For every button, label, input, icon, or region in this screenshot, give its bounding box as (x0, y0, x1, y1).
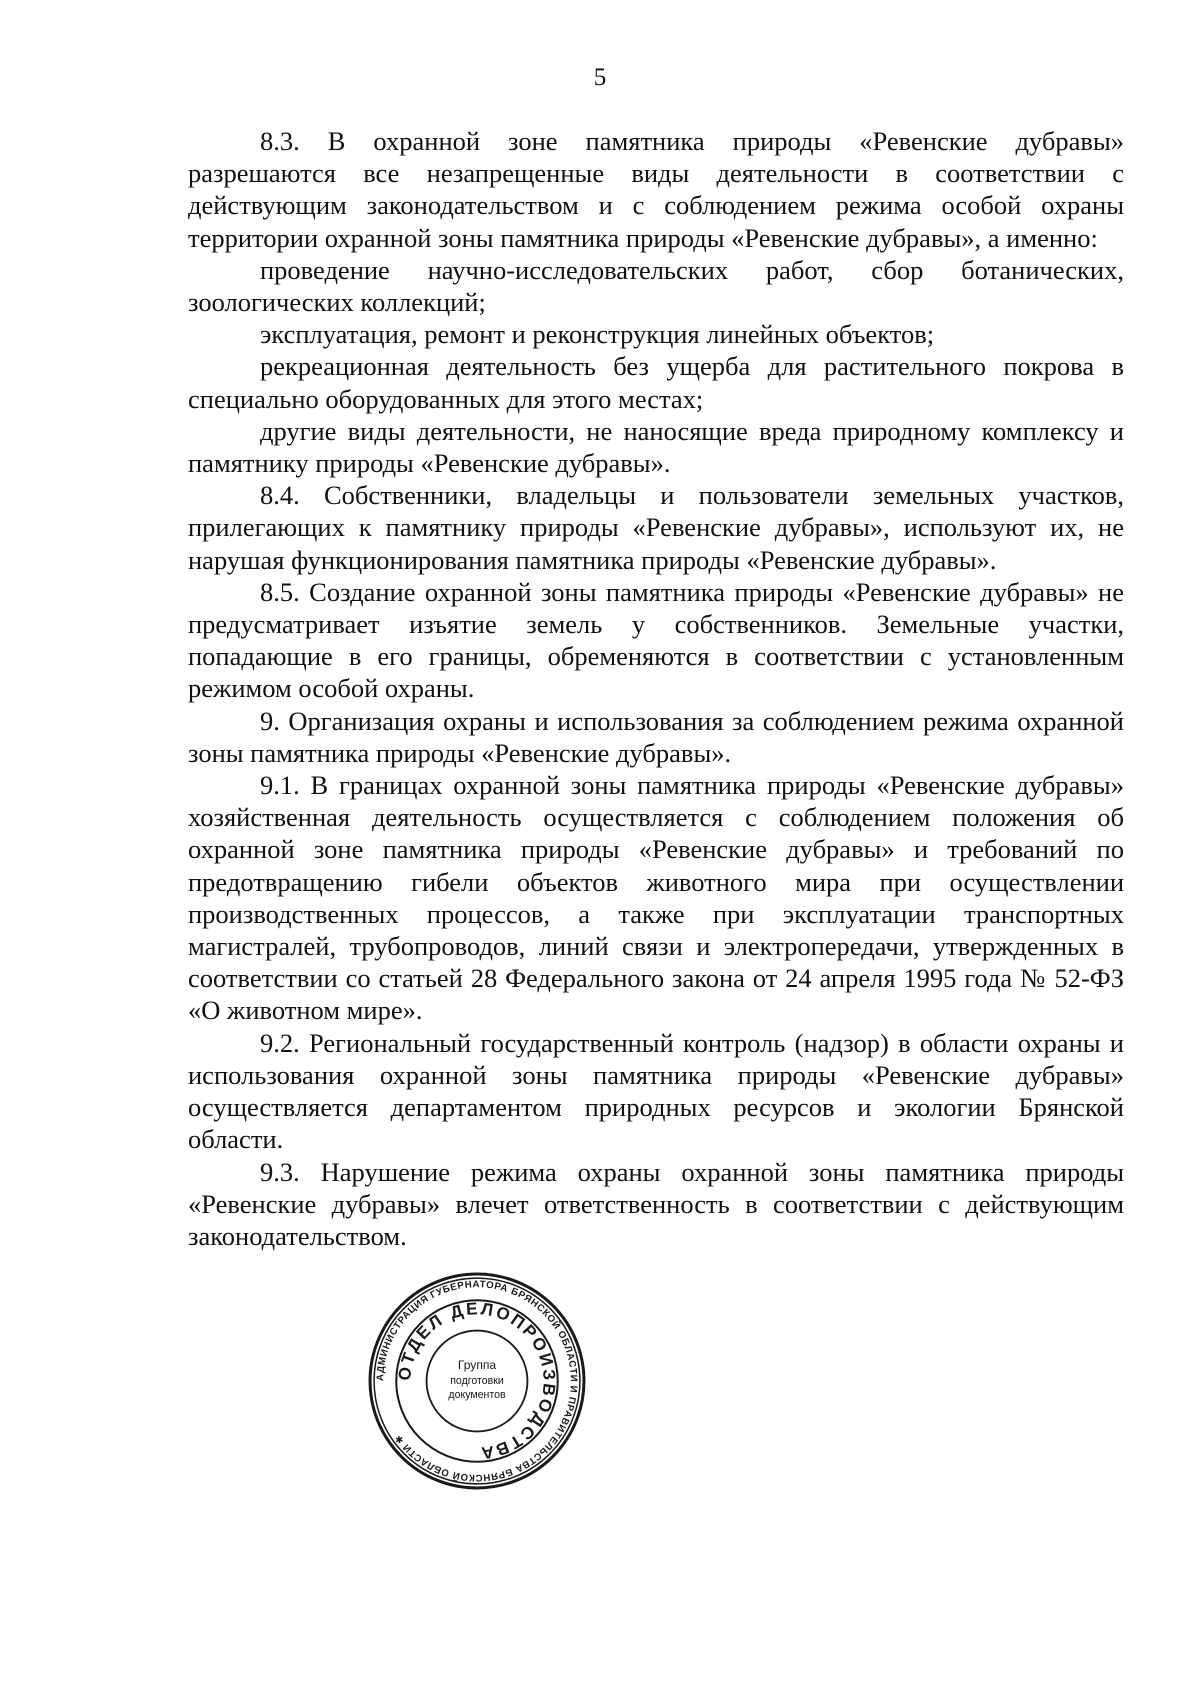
stamp-center-line-3: документов (448, 1389, 506, 1402)
page-number: 5 (593, 64, 607, 91)
document-body (188, 125, 1124, 1252)
paragraph-8-5: 8.5. Создание охранной зоны памятника природы «Ревенские дубравы» не предусматривает изъятие земель у собственников. Земельные участки, попадающие в его границы, обременяются в соответствии с установленным режимом особой охраны. (188, 576, 1124, 704)
stamp-center-line-2: подготовки (450, 1375, 504, 1388)
stamp-inner-text: ОТДЕЛ ДЕЛОПРОИЗВОДСТВА (394, 1298, 560, 1464)
list-item-other-activities: другие виды деятельности, не наносящие вреда природному комплексу и памятнику природы «Ревенские дубравы». (188, 415, 1124, 479)
paragraph-9: 9. Организация охраны и использования за соблюдением режима охранной зоны памятника природы «Ревенские дубравы». (188, 705, 1124, 768)
paragraph-8-3: 8.3. В охранной зоне памятника природы «Ревенские дубравы» разрешаются все незапрещенные виды деятельности в соответствии с действующим законодательством и с соблюдением режима особой охраны территории охранной зоны памятника природы «Ревенские дубравы», а именно: (188, 126, 1124, 253)
official-seal-stamp (366, 1270, 588, 1492)
stamp-outer-text: АДМИНИСТРАЦИЯ ГУБЕРНАТОРА БРЯНСКОЙ ОБЛАСТИ И ПРАВИТЕЛЬСТВА БРЯНСКОЙ ОБЛАСТИ ✱ (375, 1279, 579, 1483)
paragraph-9-2: 9.2. Региональный государственный контроль (надзор) в области охраны и использования охранной зоны памятника природы «Ревенские дубравы» осуществляется департаментом природных ресурсов и экологии Брянской области. (188, 1027, 1124, 1155)
stamp-center-line-1: Группа (457, 1357, 497, 1372)
paragraph-9-3: 9.3. Нарушение режима охраны охранной зоны памятника природы «Ревенские дубравы» влечет ответственность в соответствии с действующим законодательством. (188, 1156, 1124, 1251)
list-item-recreation: рекреационная деятельность без ущерба для растительного покрова в специально оборудованных для этого местах; (188, 351, 1124, 414)
paragraph-9-1: 9.1. В границах охранной зоны памятника природы «Ревенские дубравы» хозяйственная деятельность осуществляется с соблюдением положения об охранной зоне памятника природы «Ревенские дубравы» и требований по предотвращению гибели объектов животного мира при осуществлении производственных процессов, а также при эксплуатации транспортных магистралей, трубопроводов, линий связи и электропередачи, утвержденных в соответствии со статьей 28 Федерального закона от 24 апреля 1995 года № 52-ФЗ «О животном мире». (188, 770, 1124, 1026)
paragraph-8-4: 8.4. Собственники, владельцы и пользователи земельных участков, прилегающих к памятнику природы «Ревенские дубравы», используют их, не нарушая функционирования памятника природы «Ревенские дубравы». (188, 480, 1124, 575)
list-item-research: проведение научно-исследовательских работ, сбор ботанических, зоологических коллекций; (188, 254, 1124, 318)
list-item-linear-objects: эксплуатация, ремонт и реконструкция линейных объектов; (260, 319, 935, 350)
